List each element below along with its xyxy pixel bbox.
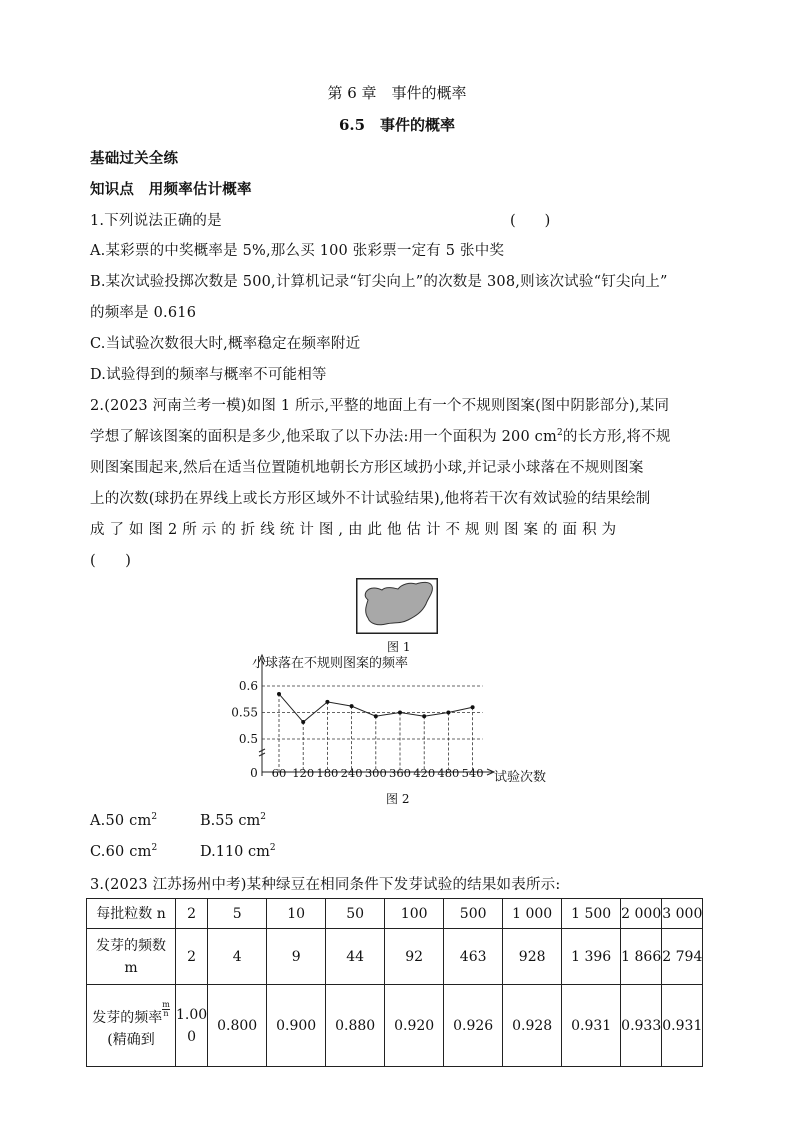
data-point <box>325 700 329 704</box>
q2-option-d-sup: 2 <box>269 843 276 853</box>
fraction-numerator: m <box>162 999 170 1009</box>
q2-line-5: 成 了 如 图 2 所 示 的 折 线 统 计 图 , 由 此 他 估 计 不 规 则 图 案 的 面 积 为 <box>90 522 617 538</box>
x-tick-label: 360 <box>389 766 411 780</box>
q1-option-c: C.当试验次数很大时,概率稳定在频率附近 <box>90 336 361 352</box>
x-tick-label: 60 <box>271 766 287 780</box>
row-header-frequency-line1 <box>87 1001 175 1029</box>
q2-option-a-text: A.50 cm <box>90 813 152 829</box>
data-point <box>350 704 354 708</box>
data-point <box>277 692 281 696</box>
table-cell: 0.931 <box>562 985 621 1067</box>
y-tick-label: 0.6 <box>238 679 258 693</box>
figure-1-irregular-shape <box>356 578 438 634</box>
table-cell: 1 500 <box>562 899 621 929</box>
table-cell: 50 <box>326 899 385 929</box>
chapter-title: 第 6 章 事件的概率 <box>327 84 467 102</box>
row-header-frequency <box>87 985 176 1067</box>
q2-option-c <box>90 843 157 860</box>
row-header-m-line2: m <box>124 959 138 976</box>
figure-2-line-chart <box>231 652 560 784</box>
chart-title: 小球落在不规则图案的频率 <box>252 656 409 671</box>
q2-line-2-a: 学想了解该图案的面积是多少,他采取了以下办法:用一个面积为 200 cm <box>90 429 557 445</box>
table-cell: 2 <box>176 899 208 929</box>
table-cell: 3 000 <box>662 899 703 929</box>
data-point <box>398 711 402 715</box>
table-cell: 44 <box>326 929 385 985</box>
q2-line-2-b: 的长方形,将不规 <box>562 429 671 445</box>
table-cell: 0.880 <box>326 985 385 1067</box>
q2-line-1: 2.(2023 河南兰考一模)如图 1 所示,平整的地面上有一个不规则图案(图中阴影部分),某同 <box>90 398 670 414</box>
table-cell: 0.931 <box>662 985 703 1067</box>
q2-option-c-sup: 2 <box>151 843 158 853</box>
q1-option-a: A.某彩票的中奖概率是 5%,那么买 100 张彩票一定有 5 张中奖 <box>90 243 505 259</box>
table-cell-line2: 0 <box>187 1028 197 1045</box>
table-cell: 9 <box>267 929 326 985</box>
data-point <box>446 711 450 715</box>
data-point <box>374 714 378 718</box>
fraction-denominator: n <box>163 1008 169 1018</box>
table-row <box>87 899 703 929</box>
q1-answer-blank: ( ) <box>510 213 551 229</box>
figure-2-caption: 图 2 <box>386 792 410 806</box>
q1-stem: 1.下列说法正确的是 <box>90 213 222 229</box>
x-tick-label: 120 <box>292 766 315 780</box>
q2-line-2-sup: 2 <box>556 428 563 438</box>
table-cell <box>176 985 208 1067</box>
row-header-m <box>87 929 176 985</box>
y-tick-label: 0.55 <box>231 705 258 720</box>
row-header-n: 每批粒数 n <box>87 899 176 929</box>
y-tick-label: 0.5 <box>238 732 258 746</box>
table-cell: 0.900 <box>267 985 326 1067</box>
table-cell: 92 <box>385 929 444 985</box>
q2-option-d-text: D.110 cm <box>200 844 270 860</box>
q2-option-b <box>200 812 266 829</box>
q3-stem: 3.(2023 江苏扬州中考)某种绿豆在相同条件下发芽试验的结果如表所示: <box>90 877 561 893</box>
practice-title: 基础过关全练 <box>90 150 179 167</box>
origin-label: 0 <box>250 766 258 780</box>
row-header-frequency-line2: (精确到 <box>107 1031 155 1048</box>
table-cell: 0.920 <box>385 985 444 1067</box>
q2-option-a <box>90 812 157 829</box>
row-header-m-line1: 发芽的频数 <box>96 937 166 954</box>
table-cell: 100 <box>385 899 444 929</box>
q2-option-b-sup: 2 <box>260 812 266 822</box>
q2-option-d <box>200 843 276 860</box>
q2-line-4: 上的次数(球扔在界线上或长方形区域外不计试验结果),他将若干次有效试验的结果绘制 <box>90 491 651 507</box>
data-point <box>301 720 305 724</box>
table-row <box>87 929 703 985</box>
x-tick-label: 480 <box>437 766 460 780</box>
q2-line-3: 则图案围起来,然后在适当位置随机地朝长方形区域扔小球,并记录小球落在不规则图案 <box>90 460 644 476</box>
table-cell: 0.800 <box>208 985 267 1067</box>
table-cell: 0.926 <box>444 985 503 1067</box>
table-cell: 0.933 <box>621 985 662 1067</box>
table-cell: 928 <box>503 929 562 985</box>
m-over-n-fraction <box>162 1001 170 1018</box>
germination-table <box>86 898 703 1067</box>
data-point <box>422 714 426 718</box>
q1-option-d: D.试验得到的频率与概率不可能相等 <box>90 367 327 383</box>
x-tick-label: 300 <box>364 766 387 780</box>
x-tick-label: 420 <box>413 766 436 780</box>
table-cell: 10 <box>267 899 326 929</box>
table-cell: 2 000 <box>621 899 662 929</box>
q1-option-b-cont: 的频率是 0.616 <box>90 305 197 321</box>
table-cell: 1 396 <box>562 929 621 985</box>
q2-option-a-sup: 2 <box>151 812 158 822</box>
table-cell: 5 <box>208 899 267 929</box>
x-tick-label: 180 <box>316 766 339 780</box>
q1-option-b: B.某次试验投掷次数是 500,计算机记录“钉尖向上”的次数是 308,则该次试验“钉尖向上” <box>90 274 668 290</box>
table-cell: 2 <box>176 929 208 985</box>
q2-line-2 <box>90 425 671 446</box>
row-header-frequency-text: 发芽的频率 <box>92 1009 163 1026</box>
q2-option-b-text: B.55 cm <box>200 813 261 829</box>
chart-x-label: 试验次数 <box>494 770 547 785</box>
table-cell: 0.928 <box>503 985 562 1067</box>
data-point <box>471 705 475 709</box>
x-tick-label: 240 <box>340 766 363 780</box>
section-title: 6.5 事件的概率 <box>338 116 456 134</box>
figure-1-caption: 图 1 <box>387 640 411 654</box>
knowledge-point: 知识点 用频率估计概率 <box>90 181 252 198</box>
table-cell-line1: 1.00 <box>176 1006 208 1023</box>
q2-option-c-text: C.60 cm <box>90 844 152 860</box>
table-cell: 2 794 <box>662 929 703 985</box>
table-cell: 1 866 <box>621 929 662 985</box>
table-cell: 1 000 <box>503 899 562 929</box>
table-cell: 4 <box>208 929 267 985</box>
table-row <box>87 985 703 1067</box>
table-cell: 463 <box>444 929 503 985</box>
x-tick-label: 540 <box>461 766 484 780</box>
q2-answer-blank: ( ) <box>90 553 132 569</box>
table-cell: 500 <box>444 899 503 929</box>
